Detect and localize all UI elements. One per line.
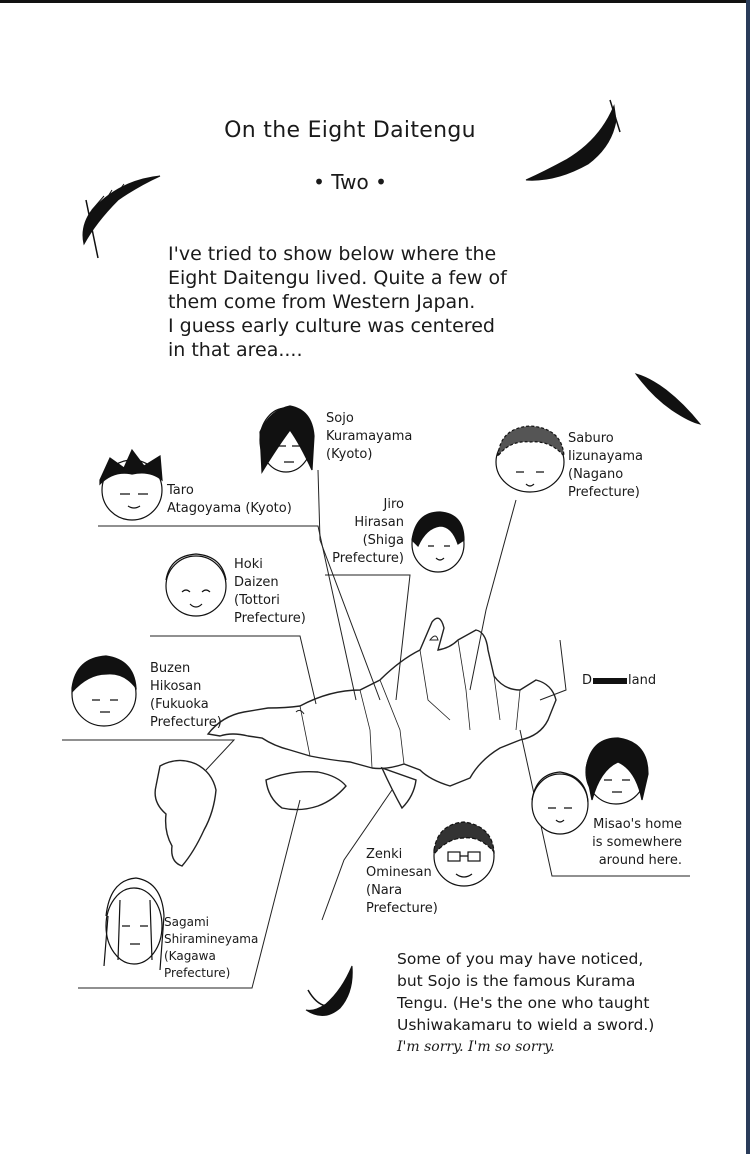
label-line: Iizunayama <box>568 449 644 464</box>
label-zenki <box>366 846 438 918</box>
note-line: Tengu. (He's the one who taught <box>397 994 650 1012</box>
japan-map <box>155 618 556 866</box>
label-line: (Nagano <box>568 467 624 482</box>
label-taro <box>167 482 292 518</box>
face-sojo-icon <box>260 406 314 472</box>
feather-icon-top-right <box>526 100 620 180</box>
face-misao-icon <box>532 772 588 834</box>
feather-icon-top-left <box>83 176 160 258</box>
label-line: Prefecture) <box>568 485 640 500</box>
label-line: (Shiga <box>362 533 404 548</box>
label-line: Misao's home <box>593 817 682 832</box>
footnote-text <box>397 948 737 1058</box>
leader-taro <box>98 526 356 700</box>
face-jiro-icon <box>412 512 464 572</box>
label-line: (Kyoto) <box>326 447 373 462</box>
label-line: Ominesan <box>366 865 432 880</box>
leader-jiro <box>325 575 410 700</box>
label-line: Sojo <box>326 411 354 426</box>
intro-line: Eight Daitengu lived. Quite a few of <box>168 267 507 289</box>
label-line: Prefecture) <box>164 966 231 980</box>
label-line: around here. <box>598 853 682 868</box>
face-saburo-icon <box>496 426 564 492</box>
label-line: Hikosan <box>150 679 202 694</box>
label-sojo <box>326 410 412 464</box>
label-line: Buzen <box>150 661 191 676</box>
label-buzen <box>150 660 222 732</box>
face-sagami-icon <box>104 878 164 970</box>
label-line: Prefecture) <box>150 715 222 730</box>
label-hoki <box>234 556 306 628</box>
label-line: Zenki <box>366 847 403 862</box>
feather-icon-mid-right <box>636 374 700 424</box>
intro-line: I guess early culture was centered <box>168 315 495 337</box>
label-line: is somewhere <box>592 835 682 850</box>
label-line: (Kagawa <box>164 949 216 963</box>
label-line: (Fukuoka <box>150 697 209 712</box>
note-apology: I'm sorry. I'm so sorry. <box>397 1039 555 1055</box>
redaction-bar <box>593 678 627 684</box>
label-land-suffix: land <box>628 673 657 688</box>
label-line: Sagami <box>164 915 209 929</box>
label-line: Daizen <box>234 575 279 590</box>
leader-saburo <box>470 500 516 690</box>
intro-line: in that area.... <box>168 339 303 361</box>
map-prefecture-lines <box>300 640 520 768</box>
label-line: Prefecture) <box>366 901 438 916</box>
label-line: (Nara <box>366 883 403 898</box>
label-line: Saburo <box>568 431 614 446</box>
map-kii <box>382 768 416 808</box>
label-line: Atagoyama (Kyoto) <box>167 501 292 516</box>
label-saburo <box>568 430 643 502</box>
intro-line: them come from Western Japan. <box>168 291 476 313</box>
note-line: but Sojo is the famous Kurama <box>397 972 636 990</box>
map-islands <box>296 636 438 714</box>
feather-icon-bottom <box>306 966 352 1016</box>
label-misao <box>586 816 682 870</box>
label-line: Shiramineyama <box>164 932 259 946</box>
label-line: Hirasan <box>354 515 404 530</box>
intro-line: I've tried to show below where the <box>168 243 497 265</box>
note-line: Some of you may have noticed, <box>397 950 644 968</box>
label-land-prefix: D <box>582 673 593 688</box>
face-hoki-icon <box>166 554 226 616</box>
face-kyo-icon <box>586 738 648 804</box>
face-buzen-icon <box>72 656 136 726</box>
label-line: Prefecture) <box>234 611 306 626</box>
page-subtitle: • Two • <box>313 170 387 194</box>
label-line: Prefecture) <box>332 551 404 566</box>
label-sagami <box>164 914 258 982</box>
map-kyushu <box>155 760 216 866</box>
label-line: Kuramayama <box>326 429 413 444</box>
label-line: Hoki <box>234 557 263 572</box>
page-title: On the Eight Daitengu <box>224 118 476 143</box>
face-taro-icon <box>100 450 162 520</box>
map-shikoku <box>266 772 346 810</box>
map-honshu <box>208 618 556 786</box>
label-line: (Tottori <box>234 593 280 608</box>
label-jiro <box>328 496 404 568</box>
leader-buzen <box>62 740 234 770</box>
label-line: Taro <box>167 483 194 498</box>
note-line: Ushiwakamaru to wield a sword.) <box>397 1016 655 1034</box>
label-land <box>582 672 656 690</box>
face-zenki-icon <box>434 822 494 886</box>
label-line: Jiro <box>383 497 404 512</box>
